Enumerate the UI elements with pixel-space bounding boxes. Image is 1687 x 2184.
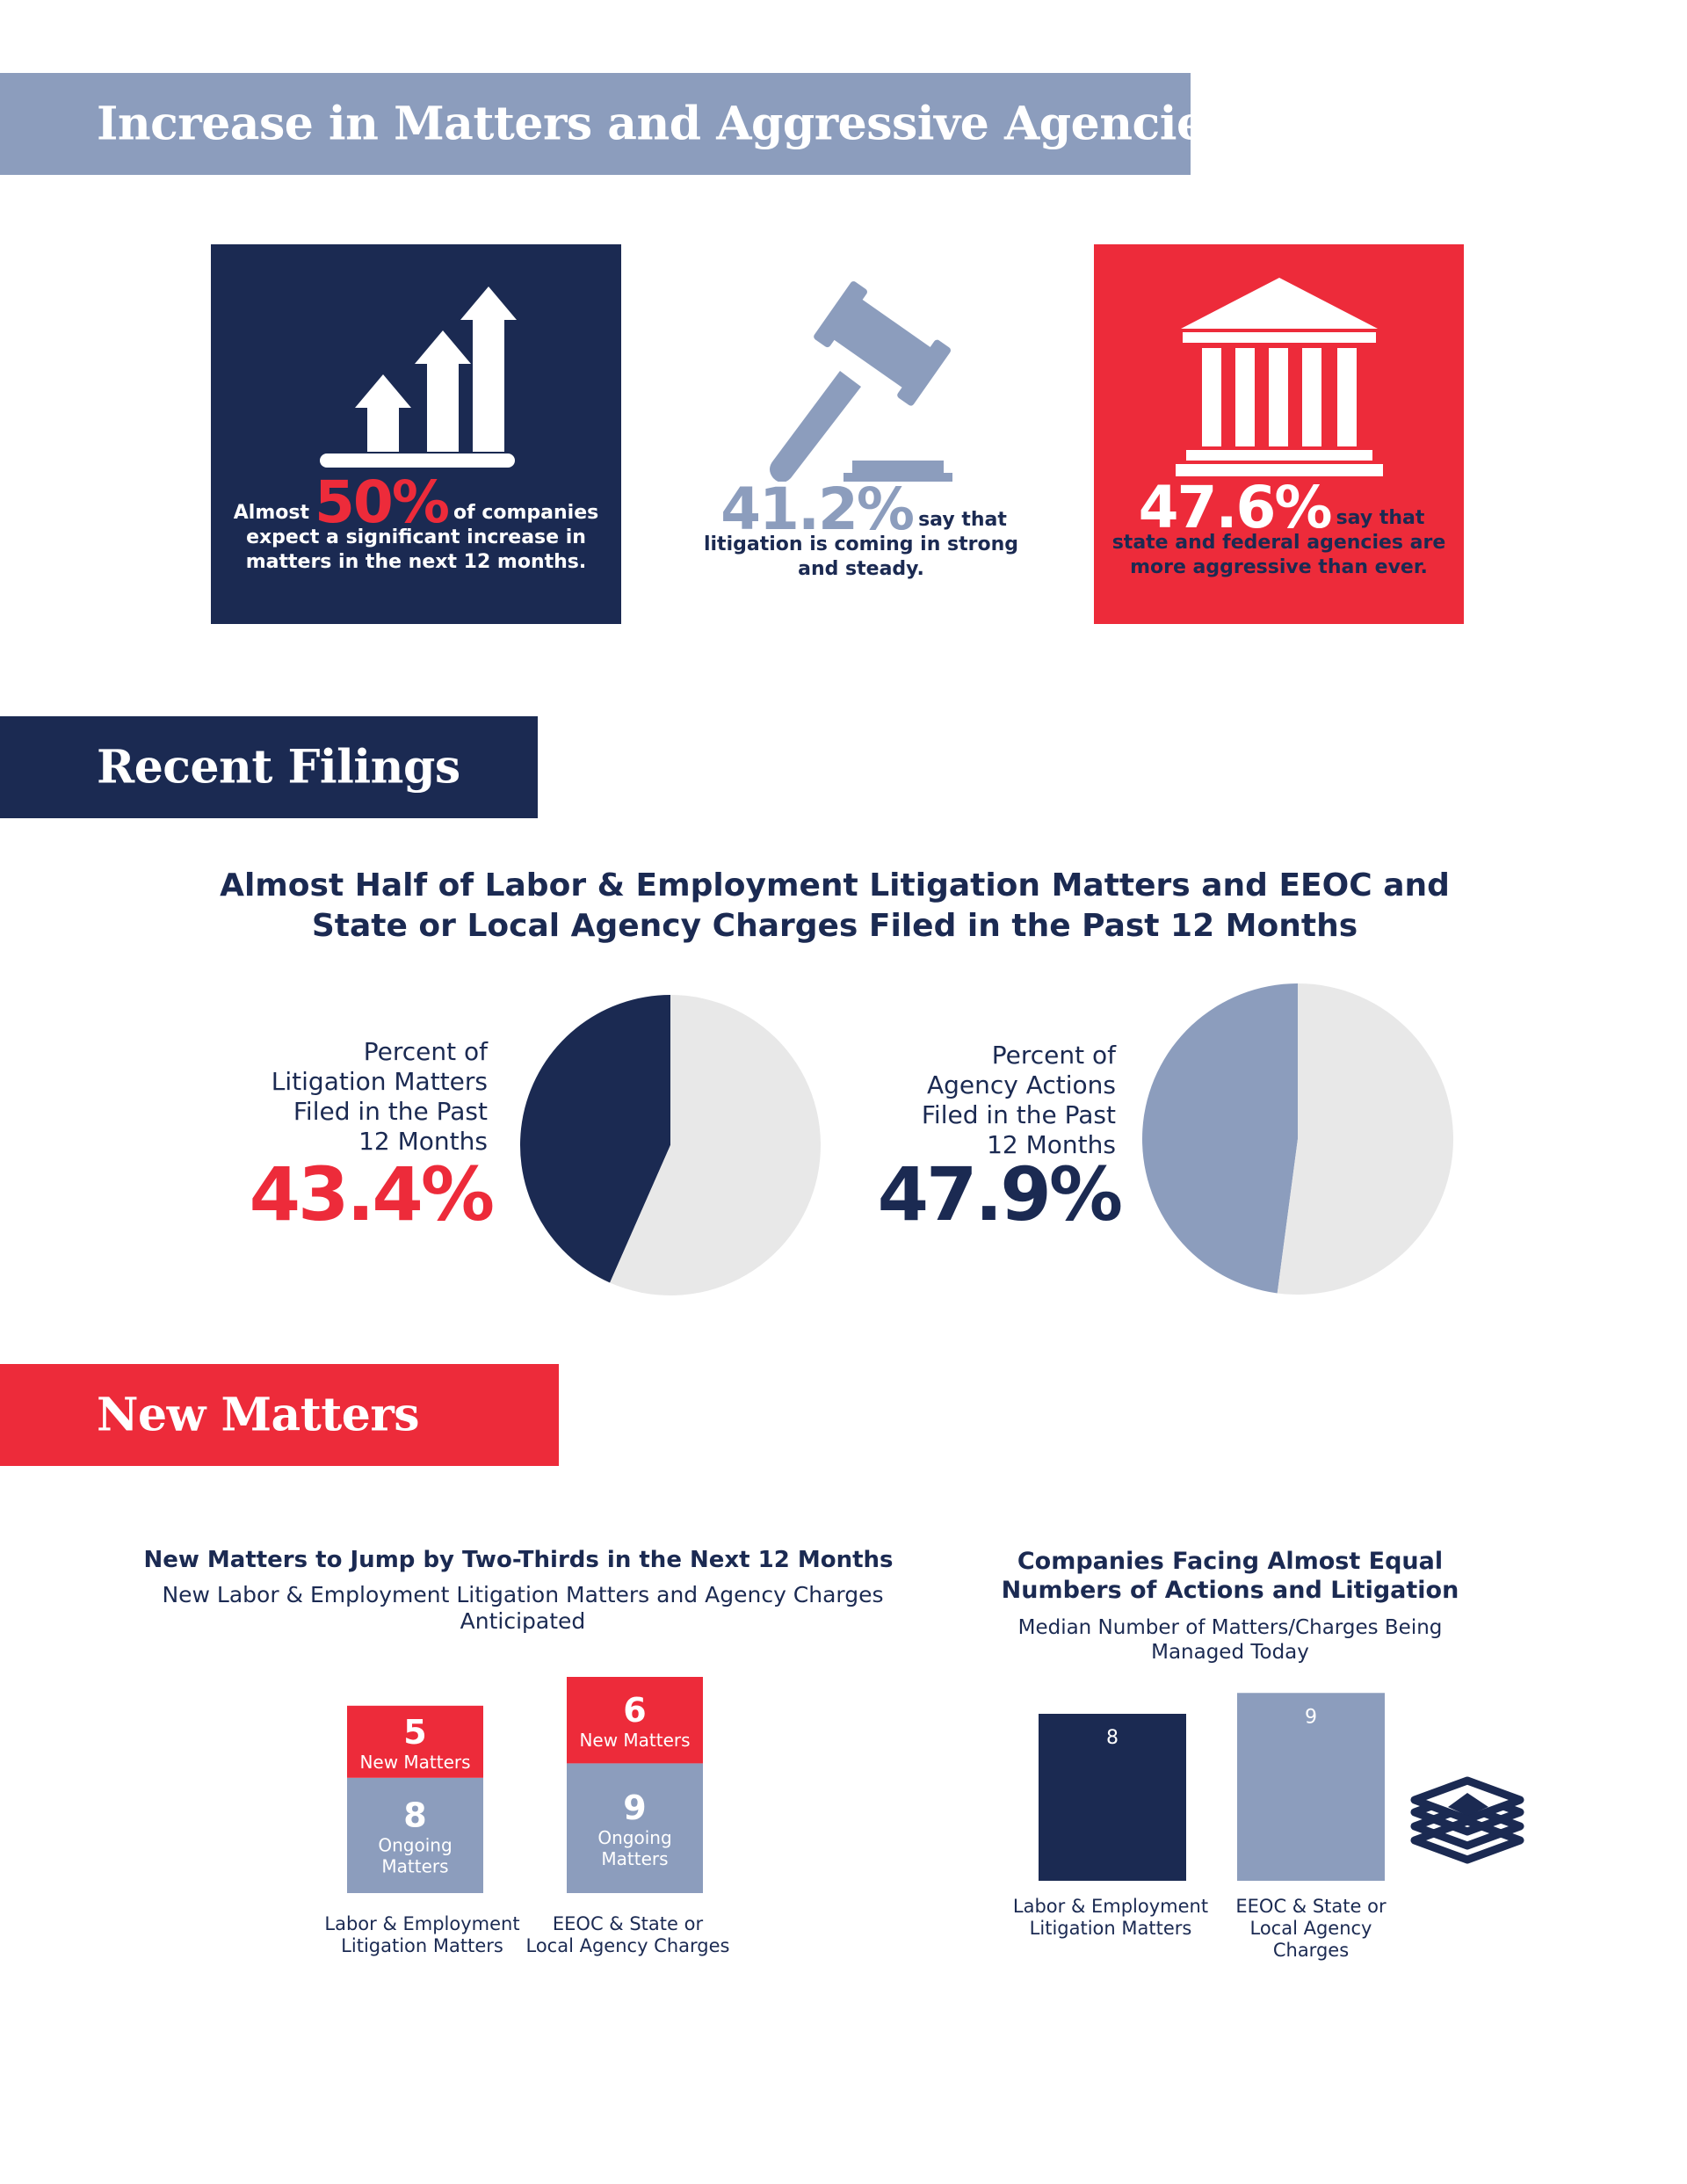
- pie-label-litigation: Percent of Litigation Matters Filed in the Past 12 Months: [271, 1037, 488, 1156]
- stat-card-increase: [211, 244, 621, 624]
- stacked-bar-category-label: Labor & Employment: [324, 1913, 520, 1934]
- pie-agency-slice-0: [1142, 983, 1298, 1293]
- stacked-bar-value: 9: [623, 1789, 647, 1828]
- stacked-bar-series-label: Matters: [601, 1848, 669, 1870]
- pie-value-agency: 47.9%: [877, 1151, 1120, 1237]
- stacked-bar-series-label: New Matters: [579, 1730, 691, 1752]
- stacked-bar-category-label: Local Agency Charges: [525, 1935, 730, 1956]
- stacked-bar-series-label: New Matters: [359, 1751, 471, 1773]
- current-matters-chart-subtitle: Median Number of Matters/Charges Being Managed Today: [1017, 1616, 1443, 1664]
- stat-card-agencies: [1094, 244, 1464, 624]
- median-bar-category-label: Local Agency: [1249, 1918, 1372, 1939]
- section-title: Recent Filings: [97, 740, 460, 795]
- pie-label-agency: Percent of Agency Actions Filed in the Past 12 Months: [921, 1041, 1116, 1159]
- stat-value: 47.6%: [1138, 474, 1331, 541]
- median-bar-category-label: Charges: [1272, 1940, 1350, 1961]
- stat-text: 41.2% say that litigation is coming in strong and steady.: [703, 475, 1019, 580]
- gavel-icon: [756, 279, 967, 482]
- section-title: New Matters: [97, 1388, 420, 1442]
- pie-value-litigation: 43.4%: [249, 1151, 492, 1237]
- median-bar-category-label: EEOC & State or: [1235, 1896, 1387, 1917]
- stacked-bar-category-label: Litigation Matters: [341, 1935, 503, 1956]
- pie-chart-agency: [1140, 982, 1455, 1296]
- median-bar-value: 8: [1106, 1727, 1119, 1749]
- stat-value: 41.2%: [720, 475, 914, 543]
- filings-heading: Almost Half of Labor & Employment Litigation Matters and EEOC and State or Local Agency Charges Filed in the Past 12 Months: [220, 867, 1450, 944]
- new-matters-chart-subtitle: New Labor & Employment Litigation Matters and Agency Charges Anticipated: [162, 1582, 884, 1634]
- pie-agency-slice-1: [1278, 983, 1453, 1295]
- stacked-bar-value: 8: [403, 1796, 427, 1835]
- median-bar-value: 9: [1305, 1706, 1317, 1729]
- stacked-bar-chart: [290, 1652, 782, 1969]
- stat-value: 50%: [314, 468, 448, 536]
- stat-card-litigation: [677, 244, 1046, 624]
- document-stack-icon: [1415, 1781, 1520, 1860]
- median-bar-category-label: Litigation Matters: [1029, 1918, 1192, 1939]
- pie-chart-litigation: [518, 993, 822, 1297]
- section-banner-filings: [0, 716, 538, 818]
- bar-arrows-icon: [311, 278, 522, 480]
- new-matters-chart-title: New Matters to Jump by Two-Thirds in the Next 12 Months: [143, 1547, 894, 1573]
- stacked-bar-value: 5: [403, 1712, 427, 1752]
- courthouse-icon: [1174, 278, 1385, 480]
- stacked-bar-series-label: Ongoing: [378, 1834, 453, 1856]
- stacked-bar-series-label: Ongoing: [597, 1827, 672, 1849]
- section-title: Increase in Matters and Aggressive Agencies: [97, 97, 1231, 151]
- stacked-bar-category-label: EEOC & State or: [552, 1913, 704, 1934]
- median-bar-category-label: Labor & Employment: [1012, 1896, 1209, 1917]
- stat-text: Almost50% of companies expect a significant increase in matters in the next 12 months.: [233, 468, 599, 573]
- stat-text: 47.6% say that state and federal agencies are more aggressive than ever.: [1111, 474, 1446, 578]
- section-banner-new-matters: [0, 1364, 559, 1466]
- section-banner-agencies: [0, 73, 1231, 175]
- current-matters-chart-title: Companies Facing Almost Equal Numbers of Actions and Litigation: [1001, 1548, 1459, 1604]
- median-bar-chart: [1002, 1670, 1529, 1986]
- stacked-bar-value: 6: [623, 1691, 647, 1731]
- stacked-bar-series-label: Matters: [381, 1855, 449, 1877]
